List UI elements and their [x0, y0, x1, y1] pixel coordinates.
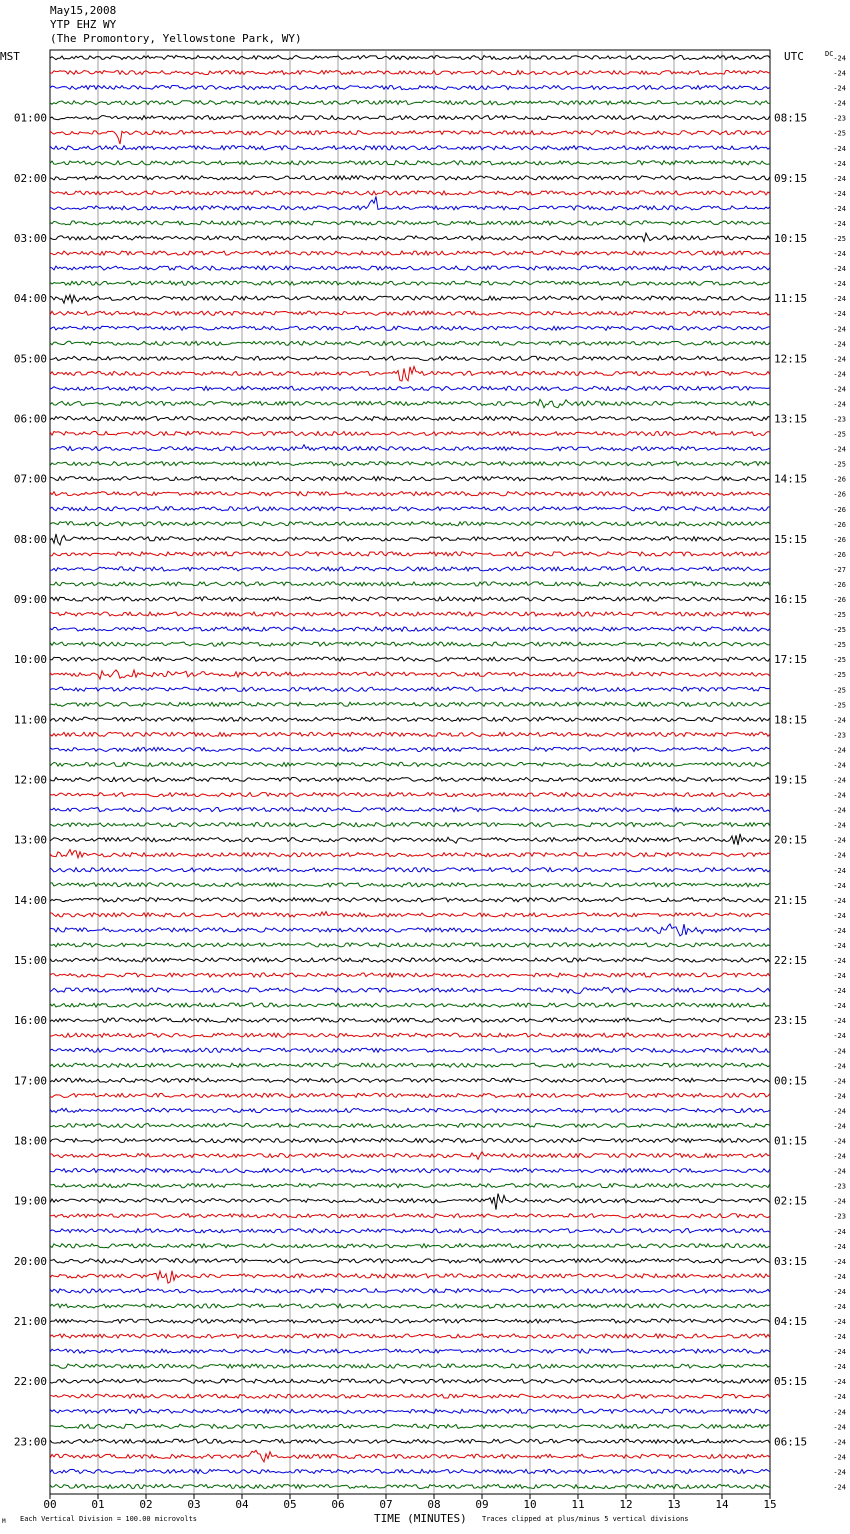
- dc-offset-label: -24: [833, 941, 846, 950]
- hour-label-right: 03:15: [774, 1254, 808, 1268]
- x-tick-label: 00: [43, 1498, 57, 1511]
- trace-line: [50, 1450, 770, 1462]
- x-tick-label: 03: [187, 1498, 201, 1511]
- dc-header-label: DC: [825, 50, 834, 58]
- dc-offset-label: -24: [833, 1017, 846, 1026]
- dc-offset-label: -24: [833, 400, 846, 409]
- dc-offset-label: -23: [833, 1212, 846, 1221]
- trace-line: [50, 522, 770, 526]
- trace-line: [50, 416, 770, 420]
- dc-offset-label: -24: [833, 987, 846, 996]
- dc-offset-label: -25: [833, 235, 846, 243]
- trace-line: [50, 777, 770, 781]
- dc-offset-label: -24: [833, 866, 846, 875]
- trace-line: [50, 1033, 770, 1037]
- dc-offset-label: -24: [833, 776, 846, 785]
- hour-label-left: 21:00: [13, 1315, 47, 1328]
- hour-label-right: 17:15: [774, 653, 808, 667]
- hour-label-right: 06:15: [774, 1435, 808, 1449]
- trace-line: [50, 221, 770, 225]
- hour-label-left: 03:00: [13, 232, 47, 245]
- recording-date: May15,2008: [50, 4, 117, 17]
- x-axis-label: TIME (MINUTES): [374, 1512, 467, 1525]
- dc-offset-label: -26: [833, 535, 846, 544]
- dc-offset-label: -24: [833, 761, 846, 770]
- dc-offset-label: -24: [833, 1393, 846, 1402]
- trace-line: [50, 367, 770, 381]
- trace-line: [50, 1214, 770, 1218]
- dc-offset-label: -24: [833, 1077, 846, 1086]
- dc-offset-label: -25: [833, 686, 846, 695]
- dc-offset-label: -24: [833, 1272, 846, 1281]
- hour-label-left: 20:00: [13, 1254, 47, 1268]
- trace-line: [50, 642, 770, 646]
- dc-offset-label: -25: [833, 460, 846, 469]
- trace-line: [50, 732, 770, 736]
- trace-line: [50, 1259, 770, 1263]
- x-tick-label: 08: [427, 1498, 441, 1511]
- trace-line: [50, 850, 770, 858]
- dc-offset-label: -24: [833, 1378, 846, 1387]
- trace-line: [50, 747, 770, 751]
- dc-offset-label: -24: [833, 972, 846, 981]
- hour-label-left: 14:00: [13, 893, 47, 907]
- trace-line: [50, 924, 770, 936]
- trace-line: [50, 311, 770, 315]
- dc-offset-label: -24: [833, 1107, 846, 1116]
- x-tick-label: 01: [91, 1498, 105, 1511]
- trace-line: [50, 1304, 770, 1308]
- dc-offset-label: -24: [833, 280, 846, 289]
- hour-label-left: 10:00: [13, 653, 47, 667]
- dc-offset-label: -24: [833, 1408, 846, 1417]
- dc-offset-label: -26: [833, 490, 846, 499]
- trace-line: [50, 987, 770, 993]
- hour-label-left: 13:00: [13, 833, 47, 847]
- dc-offset-label: -24: [833, 1197, 846, 1206]
- hour-label-left: 23:00: [13, 1435, 47, 1449]
- trace-line: [50, 176, 770, 180]
- hour-label-right: 08:15: [774, 111, 808, 125]
- trace-line: [50, 1108, 770, 1112]
- trace-line: [50, 55, 770, 59]
- trace-line: [50, 1334, 770, 1338]
- hour-label-right: 00:15: [774, 1074, 808, 1088]
- hour-label-right: 09:15: [774, 171, 808, 185]
- x-tick-label: 09: [475, 1498, 489, 1511]
- dc-offset-label: -24: [833, 1333, 846, 1342]
- trace-line: [50, 1289, 770, 1293]
- trace-line: [50, 161, 770, 165]
- x-tick-label: 11: [571, 1498, 585, 1511]
- dc-offset-label: -24: [833, 340, 846, 349]
- x-tick-label: 13: [667, 1498, 681, 1511]
- dc-offset-label: -24: [833, 54, 846, 63]
- trace-line: [50, 1003, 770, 1007]
- dc-offset-label: -24: [833, 99, 846, 108]
- dc-offset-label: -24: [833, 836, 846, 845]
- trace-line: [50, 1424, 770, 1428]
- dc-offset-label: -25: [833, 641, 846, 650]
- trace-line: [50, 1048, 770, 1052]
- dc-offset-label: -25: [833, 671, 846, 680]
- dc-offset-label: -24: [833, 1468, 846, 1477]
- trace-line: [50, 627, 770, 631]
- trace-line: [50, 1349, 770, 1353]
- trace-line: [50, 445, 770, 451]
- hour-label-right: 14:15: [774, 472, 808, 486]
- trace-line: [50, 356, 770, 360]
- dc-offset-label: -27: [833, 565, 846, 574]
- hour-label-left: 08:00: [13, 532, 47, 546]
- hour-label-left: 01:00: [13, 111, 47, 125]
- hour-label-right: 12:15: [774, 352, 808, 366]
- dc-offset-label: -24: [833, 896, 846, 905]
- hour-label-right: 18:15: [774, 713, 808, 727]
- dc-offset-label: -24: [833, 1287, 846, 1296]
- dc-offset-label: -24: [833, 851, 846, 860]
- hour-label-right: 01:15: [774, 1134, 808, 1148]
- station-location: (The Promontory, Yellowstone Park, WY): [50, 32, 302, 45]
- trace-line: [50, 1394, 770, 1398]
- x-tick-label: 05: [283, 1498, 297, 1511]
- dc-offset-label: -24: [833, 1318, 846, 1326]
- trace-line: [50, 582, 770, 586]
- trace-line: [50, 657, 770, 661]
- trace-line: [50, 341, 770, 345]
- hour-label-right: 02:15: [774, 1194, 808, 1208]
- dc-offset-label: -24: [833, 957, 846, 965]
- trace-line: [50, 399, 770, 407]
- trace-line: [50, 326, 770, 330]
- dc-offset-label: -24: [833, 355, 846, 364]
- left-timezone-label: MST: [0, 50, 20, 63]
- trace-line: [50, 116, 770, 120]
- trace-line: [50, 233, 770, 241]
- trace-line: [50, 251, 770, 255]
- dc-offset-label: -24: [833, 84, 846, 93]
- right-timezone-label: UTC: [784, 50, 804, 63]
- trace-line: [50, 834, 770, 845]
- dc-offset-label: -24: [833, 1257, 846, 1266]
- dc-offset-label: -25: [833, 656, 846, 665]
- scale-note: Each Vertical Division = 100.00 microvolts: [20, 1515, 198, 1523]
- trace-line: [50, 868, 770, 872]
- dc-offset-label: -24: [833, 174, 846, 183]
- clip-note: Traces clipped at plus/minus 5 vertical divisions: [482, 1515, 689, 1523]
- trace-line: [50, 507, 770, 511]
- hour-label-right: 15:15: [774, 532, 808, 546]
- hour-label-left: 22:00: [13, 1375, 47, 1389]
- trace-line: [50, 1484, 770, 1488]
- corner-mark: M: [2, 1518, 6, 1525]
- dc-offset-label: -26: [833, 596, 846, 604]
- trace-line: [50, 71, 770, 75]
- dc-offset-label: -25: [833, 430, 846, 439]
- dc-offset-label: -25: [833, 701, 846, 710]
- dc-offset-label: -24: [833, 1453, 846, 1462]
- trace-line: [50, 552, 770, 556]
- hour-label-left: 12:00: [13, 773, 47, 787]
- x-tick-label: 02: [139, 1498, 153, 1511]
- dc-offset-label: -24: [833, 1242, 846, 1251]
- trace-line: [50, 792, 770, 796]
- x-tick-label: 12: [619, 1498, 633, 1511]
- dc-offset-label: -24: [833, 746, 846, 755]
- trace-line: [50, 1244, 770, 1248]
- trace-line: [50, 1152, 770, 1160]
- dc-offset-label: -24: [833, 1152, 846, 1161]
- trace-line: [50, 1469, 770, 1473]
- trace-line: [50, 612, 770, 616]
- dc-offset-label: -26: [833, 475, 846, 484]
- dc-offset-label: -24: [833, 295, 846, 304]
- hour-label-left: 16:00: [13, 1014, 47, 1028]
- dc-offset-label: -24: [833, 1423, 846, 1432]
- dc-offset-label: -24: [833, 1483, 846, 1492]
- hour-label-left: 18:00: [13, 1134, 47, 1148]
- trace-line: [50, 1018, 770, 1022]
- trace-line: [50, 1439, 770, 1443]
- trace-line: [50, 808, 770, 812]
- trace-line: [50, 1364, 770, 1368]
- x-tick-label: 06: [331, 1498, 345, 1511]
- trace-line: [50, 477, 770, 481]
- dc-offset-label: -24: [833, 1438, 846, 1447]
- station-code: YTP EHZ WY: [50, 18, 117, 31]
- x-tick-label: 14: [715, 1498, 729, 1511]
- hour-label-right: 22:15: [774, 954, 808, 967]
- dc-offset-label: -24: [833, 716, 846, 725]
- dc-offset-label: -24: [833, 159, 846, 168]
- dc-offset-label: -23: [833, 415, 846, 424]
- dc-offset-label: -24: [833, 821, 846, 830]
- dc-offset-label: -24: [833, 385, 846, 394]
- dc-offset-label: -24: [833, 1092, 846, 1101]
- trace-line: [50, 912, 770, 917]
- dc-offset-label: -24: [833, 806, 846, 815]
- hour-label-right: 23:15: [774, 1014, 808, 1028]
- dc-offset-label: -24: [833, 325, 846, 334]
- trace-line: [50, 196, 770, 210]
- hour-label-left: 17:00: [13, 1074, 47, 1088]
- dc-offset-label: -24: [833, 1047, 846, 1056]
- trace-line: [50, 86, 770, 90]
- trace-line: [50, 146, 770, 150]
- trace-line: [50, 1078, 770, 1082]
- hour-label-right: 19:15: [774, 773, 808, 787]
- trace-line: [50, 883, 770, 887]
- hour-label-right: 13:15: [774, 412, 808, 426]
- hour-label-left: 05:00: [13, 352, 47, 366]
- dc-offset-label: -24: [833, 1302, 846, 1311]
- dc-offset-label: -25: [833, 129, 846, 138]
- trace-line: [50, 534, 770, 545]
- dc-offset-label: -24: [833, 926, 846, 935]
- dc-offset-label: -24: [833, 1002, 846, 1011]
- dc-offset-label: -24: [833, 1032, 846, 1041]
- trace-line: [50, 1169, 770, 1173]
- dc-offset-label: -24: [833, 1227, 846, 1236]
- trace-line: [50, 973, 770, 977]
- hour-label-right: 21:15: [774, 893, 808, 907]
- dc-offset-label: -26: [833, 550, 846, 559]
- trace-line: [50, 898, 770, 902]
- dc-offset-label: -24: [833, 1167, 846, 1176]
- hour-label-left: 19:00: [13, 1194, 47, 1208]
- trace-line: [50, 670, 770, 679]
- hour-label-left: 06:00: [13, 412, 47, 426]
- dc-offset-label: -26: [833, 505, 846, 514]
- dc-offset-label: -24: [833, 370, 846, 379]
- hour-label-left: 02:00: [13, 171, 47, 185]
- hour-label-right: 11:15: [774, 292, 808, 306]
- trace-line: [50, 1093, 770, 1097]
- trace-line: [50, 431, 770, 435]
- dc-offset-label: -26: [833, 520, 846, 529]
- dc-offset-label: -25: [833, 626, 846, 635]
- dc-offset-label: -24: [833, 1062, 846, 1071]
- dc-offset-label: -25: [833, 611, 846, 620]
- dc-offset-label: -24: [833, 310, 846, 319]
- trace-line: [50, 823, 770, 827]
- dc-offset-label: -24: [833, 1348, 846, 1357]
- dc-offset-label: -24: [833, 204, 846, 213]
- hour-label-right: 20:15: [774, 833, 808, 847]
- trace-line: [50, 943, 770, 947]
- dc-offset-label: -24: [833, 265, 846, 274]
- dc-offset-label: -24: [833, 1363, 846, 1372]
- trace-line: [50, 191, 770, 195]
- trace-line: [50, 1271, 770, 1283]
- x-tick-label: 15: [763, 1498, 777, 1511]
- trace-line: [50, 1409, 770, 1413]
- dc-offset-label: -24: [833, 219, 846, 228]
- dc-offset-label: -24: [833, 445, 846, 454]
- trace-line: [50, 1319, 770, 1323]
- trace-line: [50, 687, 770, 691]
- trace-line: [50, 1379, 770, 1383]
- hour-label-right: 10:15: [774, 232, 808, 245]
- hour-label-left: 07:00: [13, 472, 47, 486]
- dc-offset-label: -23: [833, 731, 846, 740]
- dc-offset-label: -24: [833, 791, 846, 800]
- trace-line: [50, 386, 770, 390]
- dc-offset-label: -24: [833, 911, 846, 920]
- dc-offset-label: -24: [833, 1122, 846, 1131]
- trace-line: [50, 958, 770, 962]
- x-tick-label: 04: [235, 1498, 249, 1511]
- hour-label-right: 05:15: [774, 1375, 808, 1389]
- trace-line: [50, 492, 770, 496]
- dc-offset-label: -26: [833, 580, 846, 589]
- x-tick-label: 07: [379, 1498, 393, 1511]
- trace-line: [50, 1229, 770, 1233]
- dc-offset-label: -24: [833, 189, 846, 198]
- hour-label-right: 16:15: [774, 593, 808, 606]
- trace-line: [50, 1194, 770, 1210]
- hour-label-left: 09:00: [13, 593, 47, 606]
- trace-line: [50, 281, 770, 285]
- dc-offset-label: -23: [833, 114, 846, 123]
- trace-line: [50, 702, 770, 706]
- trace-line: [50, 1138, 770, 1142]
- hour-label-right: 04:15: [774, 1315, 808, 1328]
- trace-line: [50, 762, 770, 766]
- trace-line: [50, 1063, 770, 1067]
- trace-line: [50, 567, 770, 571]
- trace-line: [50, 1184, 770, 1188]
- trace-line: [50, 295, 770, 303]
- hour-label-left: 15:00: [13, 954, 47, 967]
- dc-offset-label: -23: [833, 1182, 846, 1191]
- dc-offset-label: -24: [833, 144, 846, 153]
- trace-line: [50, 101, 770, 105]
- x-tick-label: 10: [523, 1498, 537, 1511]
- hour-label-left: 04:00: [13, 292, 47, 306]
- dc-offset-label: -24: [833, 1137, 846, 1146]
- trace-line: [50, 597, 770, 601]
- dc-offset-label: -24: [833, 69, 846, 78]
- dc-offset-label: -24: [833, 881, 846, 890]
- trace-line: [50, 266, 770, 270]
- hour-label-left: 11:00: [13, 713, 47, 727]
- trace-line: [50, 131, 770, 144]
- trace-line: [50, 462, 770, 466]
- dc-offset-label: -24: [833, 250, 846, 259]
- trace-line: [50, 1123, 770, 1127]
- trace-line: [50, 717, 770, 721]
